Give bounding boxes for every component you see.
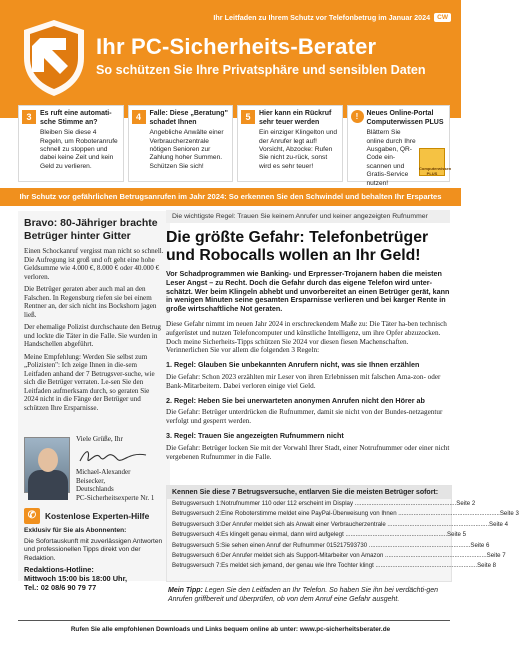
row-page: Seite 8 <box>477 562 497 570</box>
editorial-paragraph: Die Betrüger geraten aber auch mal an den Falschen. In Regensburg riefen sie bei einem Rentner an, der sich nicht ins Bockshorn jagen ließ. <box>24 285 157 319</box>
editorial-paragraph: Meine Empfehlung: Werden Sie selbst zum „Polizisten": Ich zeige Ihnen in die-sem Leitfaden anhand der 7 Betrugsver-suche, wie sich die Betrüger verraten. Le-sen Sie den Leitfaden aufmerksam durch, so geraten Sie 2024 nicht in die Fänge der Betrüger und schützen Ihre Ersparnisse. <box>24 352 155 412</box>
row-page: Seite 4 <box>489 520 508 528</box>
row-label: Betrugsversuch 1: <box>172 500 222 507</box>
info-icon: ! <box>351 110 364 123</box>
shield-arrow-icon <box>20 18 88 98</box>
author-line: Beisecker, <box>76 476 106 485</box>
table-row[interactable] <box>167 509 519 519</box>
rule-heading-3: 3. Regel: Trauen Sie angezeigten Rufnummern nicht <box>166 430 344 440</box>
tip-box <box>168 587 452 604</box>
author-line: PC-Sicherheitsexperte Nr. 1 <box>76 493 155 502</box>
author-block <box>76 468 166 502</box>
teaser-title: Hier kann ein Rückruf sehr teuer werden <box>259 110 332 126</box>
row-label: Betrugsversuch 2: <box>172 510 222 518</box>
table-row[interactable] <box>167 541 490 551</box>
row-page: Seite 3 <box>499 510 519 518</box>
hotline-box <box>24 508 164 592</box>
article-lead: Vor Schadprogrammen wie Banking- und Erpresser-Trojanern haben die meisten Leser Angst – zu Recht. Doch die Gefahr durch das eigene Telefon wird unter-schätzt. Wer beim Klingeln abhebt und unvorbereitet an einen Betrüger gerät, kann in wenigen Minuten seine gesamten Ersparnisse verlieren und bei karger Rente in große wirtschaftliche Not geraten. <box>166 269 450 314</box>
row-text: Es meldet sich jemand, der genau wie Ihre Tochter klingt ............................................................ <box>221 562 478 570</box>
row-label: Betrugsversuch 3: <box>172 520 222 528</box>
signature-icon <box>76 447 156 467</box>
row-page: Seite 7 <box>486 552 506 560</box>
teaser-box-3[interactable] <box>237 105 343 182</box>
table-row[interactable] <box>167 530 467 540</box>
hotline-label: Redaktions-Hotline: <box>24 564 94 574</box>
rule-heading-2: 2. Regel: Heben Sie bei unerwarteten anonymen Anrufen nicht den Hörer ab <box>166 395 425 405</box>
portal-badge-label: Computerwissen PLUS <box>419 166 452 176</box>
editorial-paragraph: Einen Schockanruf vergisst man nicht so schnell. Die Aufregung ist groß und oft geht eine hohe Geldsumme wie 4.000 €, 8.000 € oder 40.000 € verloren. <box>24 247 164 281</box>
article-kicker: Die wichtigste Regel: Trauen Sie keinem Anrufer und keiner angezeigten Rufnummer <box>166 210 450 223</box>
row-page: Seite 6 <box>470 541 490 549</box>
row-text: Der Anrufer meldet sich als Anwalt einer Verbraucherzentrale ............................................................ <box>221 520 490 528</box>
teaser-title: Es ruft eine automati-sche Stimme an? <box>40 110 112 126</box>
author-line: Michael-Alexander <box>76 468 131 476</box>
hotline-phone[interactable]: Tel.: 02 08/6 90 79 77 <box>24 582 97 592</box>
rule-heading-1: 1. Regel: Glauben Sie unbekannten Anrufern nicht, was sie Ihnen erzählen <box>166 360 420 370</box>
page-subtitle: So schützen Sie Ihre Privatsphäre und sensiblen Daten <box>96 63 426 77</box>
teaser-boxes <box>18 105 452 187</box>
row-label: Betrugsversuch 4: <box>172 531 222 539</box>
teaser-page-number: 3 <box>22 110 36 124</box>
footer-divider <box>18 620 450 621</box>
rule-text-1: Die Gefahr: Schon 2023 erzählten mir Leser von ihren Erlebnissen mit falschen Ama-zon- oder Bank-Mitarbeitern. Dabei verloren einige viel Geld. <box>166 372 441 390</box>
hotline-title: Kostenlose Experten-Hilfe <box>45 511 150 521</box>
article-column <box>166 229 452 461</box>
teaser-body: Ein einziger Klingelton und der Anrufer legt auf! Vorsicht, Abzocke: Rufen Sie nicht zu-rück, sonst wird es sehr teuer! <box>259 129 338 170</box>
row-page: Seite 5 <box>447 531 467 539</box>
row-page: Seite 2 <box>456 500 476 507</box>
hotline-hours: Mittwoch 15:00 bis 18:00 Uhr, <box>24 573 128 583</box>
author-line: Deutschlands <box>76 485 114 493</box>
hotline-intro: Exklusiv für Sie als Abonnenten: <box>24 527 127 534</box>
rule-text-2: Die Gefahr: Betrüger unterdrücken die Rufnummer, damit sie nicht von der Bundes-netzagentur verfolgt und gesperrt werden. <box>166 408 443 426</box>
editorial-paragraph: Der ehemalige Polizist durchschaute den Betrug und lockte die Täter in die Falle. Sie wurden in Handschellen abgeführt. <box>24 323 161 348</box>
row-text: Es klingelt genau einmal, dann wird aufgelegt ............................................................ <box>221 531 448 539</box>
teaser-title: Neues Online-Portal Computerwissen PLUS <box>366 110 444 126</box>
row-label: Betrugsversuch 6: <box>172 552 222 560</box>
hotline-body: Die Sofortauskunft mit zuverlässigen Antworten und professionellen Tipps direkt von der Redaktion. <box>24 538 163 562</box>
editorial-headline: Bravo: 80-Jähriger brachte Betrüger hinter Gitter <box>24 217 158 242</box>
header-band <box>0 0 461 118</box>
teaser-body: Blättern Sie online durch Ihre Ausgaben, QR-Code ein-scannen und Gratis-Service nutzen! <box>366 129 416 187</box>
row-label: Betrugsversuch 7: <box>172 562 222 570</box>
table-row[interactable] <box>167 561 497 571</box>
teaser-title: Falle: Diese „Beratung" schadet Ihnen <box>149 110 228 126</box>
teaser-box-1[interactable] <box>18 105 124 182</box>
page-title: Ihr PC-Sicherheits-Berater <box>96 34 377 59</box>
table-row[interactable] <box>167 520 508 530</box>
publisher-logo: CW <box>434 13 451 22</box>
footer-link[interactable]: Rufen Sie alle empfohlenen Downloads und Links bequem online ab unter: www.pc-sicherheitsberater.de <box>70 626 391 633</box>
teaser-body: Angebliche Anwälte einer Verbraucherzentrale nötigen Senioren zur Zahlung hoher Summen. Schützen Sie sich! <box>149 129 224 170</box>
teaser-box-portal[interactable] <box>347 105 452 187</box>
table-row[interactable] <box>167 499 476 509</box>
tip-label: Mein Tipp: <box>168 587 203 594</box>
teaser-box-2[interactable] <box>128 105 234 182</box>
scam-index-table <box>166 485 519 582</box>
rule-text-3: Die Gefahr: Betrüger locken Sie mit der Vorwahl Ihrer Stadt, einer Notrufnummer oder einer nicht vergebenen Rufnummer in die Falle. <box>166 443 450 461</box>
issue-text: Ihr Leitfaden zu Ihrem Schutz vor Telefonbetrug im Januar 2024 <box>213 13 431 22</box>
section-banner: Ihr Schutz vor gefährlichen Betrugsanrufen im Jahr 2024: So erkennen Sie den Schwindel und behalten Ihr Erspartes <box>0 188 461 206</box>
table-rows <box>167 499 519 572</box>
table-row[interactable] <box>167 551 506 561</box>
article-intro: Diese Gefahr nimmt im neuen Jahr 2024 in erschreckendem Maße zu: Die Täter ha-ben technisch aufgerüstet und nutzen Telefoncomputer und künstliche Intelligenz, um ihre Opfer abzuzocken. Doch meine Sicherheits-Tipps schützen Sie 2024 vor diesen fiesen Machenschaften. Verinnerlichen Sie vor allem die folgenden 3 Regeln: <box>166 319 447 355</box>
row-text: Notrufnummer 110 oder 112 erscheint im Display ............................................................ <box>221 500 457 507</box>
row-label: Betrugsversuch 5: <box>172 541 222 549</box>
article-headline: Die größte Gefahr: Telefonbetrüger und Robocalls wollen an Ihr Geld! <box>166 229 429 264</box>
editorial-column <box>18 211 170 592</box>
signoff: Viele Grüße, Ihr <box>76 435 123 443</box>
author-photo <box>24 437 70 493</box>
tip-text: Legen Sie den Leitfaden an Ihr Telefon. So haben Sie ihn bei verdächti-gen Anrufen griffbereit und überprüfen, ob von dem Anruf eine Gefahr ausgeht. <box>168 587 439 603</box>
phone-icon: ✆ <box>24 508 40 524</box>
teaser-page-number: 5 <box>241 110 255 124</box>
row-text: Sie sehen einen Anruf der Rufnummer 015217593730 ............................................................ <box>221 541 471 549</box>
issue-line <box>213 13 451 22</box>
row-text: Eine Roboterstimme meldet eine PayPal-Überweisung von Ihnen ............................................................ <box>221 510 500 518</box>
teaser-page-number: 4 <box>132 110 146 124</box>
row-text: Der Anrufer meldet sich als Support-Mitarbeiter von Amazon ............................................................ <box>221 552 487 560</box>
teaser-body: Bleiben Sie diese 4 Regeln, um Roboteranrufe schnell zu stoppen und dabei keine Zeit und kein Geld zu verlieren. <box>40 129 118 170</box>
table-title: Kennen Sie diese 7 Betrugsversuche, entlarven Sie die meisten Betrüger sofort: <box>167 486 451 499</box>
